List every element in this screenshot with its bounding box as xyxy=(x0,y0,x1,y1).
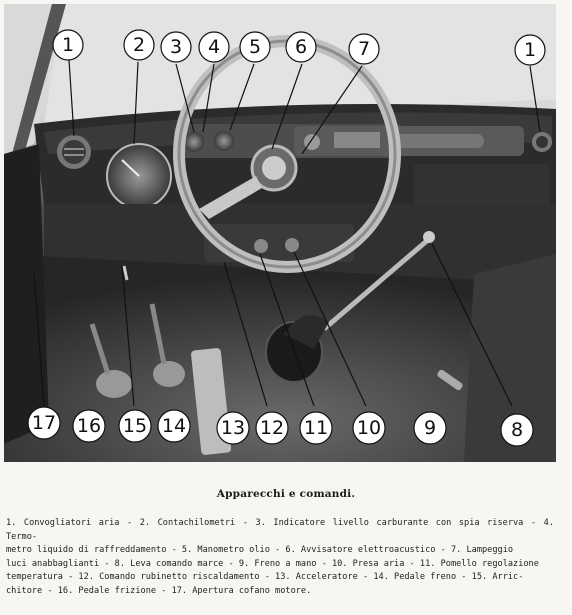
legend-line: chitore - 16. Pedale frizione - 17. Apertura cofano motore. xyxy=(6,585,312,596)
callout-6: 6 xyxy=(294,36,308,58)
callout-14: 14 xyxy=(161,415,187,437)
legend-line: 1. Convogliatori aria - 2. Contachilometri - 3. Indicatore livello carburante con spia riserva - 4. Termo- xyxy=(6,518,554,542)
figure-caption: Apparecchi e comandi. xyxy=(216,488,356,500)
dashboard-photo xyxy=(4,4,556,462)
callout-1-left: 1 xyxy=(61,34,75,56)
callout-7: 7 xyxy=(357,38,371,60)
legend-line: metro liquido di raffreddamento - 5. Manometro olio - 6. Avvisatore elettroacustico - 7. Lampeggio xyxy=(6,545,514,556)
callout-17: 17 xyxy=(31,412,57,434)
callout-2: 2 xyxy=(132,34,146,56)
callout-16: 16 xyxy=(76,415,102,437)
callout-5: 5 xyxy=(248,36,262,58)
callout-10: 10 xyxy=(356,417,382,439)
legend-line: luci anabbaglianti - 8. Leva comando marce - 9. Freno a mano - 10. Presa aria - 11. Pomello regolazione xyxy=(6,558,539,569)
callout-9: 9 xyxy=(423,417,437,439)
legend-line: temperatura - 12. Comando rubinetto riscaldamento - 13. Acceleratore - 14. Pedale freno - 15. Arric- xyxy=(6,572,524,583)
callout-12: 12 xyxy=(259,417,285,439)
legend-text xyxy=(6,517,554,599)
callout-1-right: 1 xyxy=(523,39,537,61)
callout-11: 11 xyxy=(303,417,329,439)
callout-4: 4 xyxy=(207,36,221,58)
callout-13: 13 xyxy=(220,417,246,439)
callout-8: 8 xyxy=(510,419,524,441)
callout-15: 15 xyxy=(122,415,148,437)
callout-3: 3 xyxy=(169,36,183,58)
